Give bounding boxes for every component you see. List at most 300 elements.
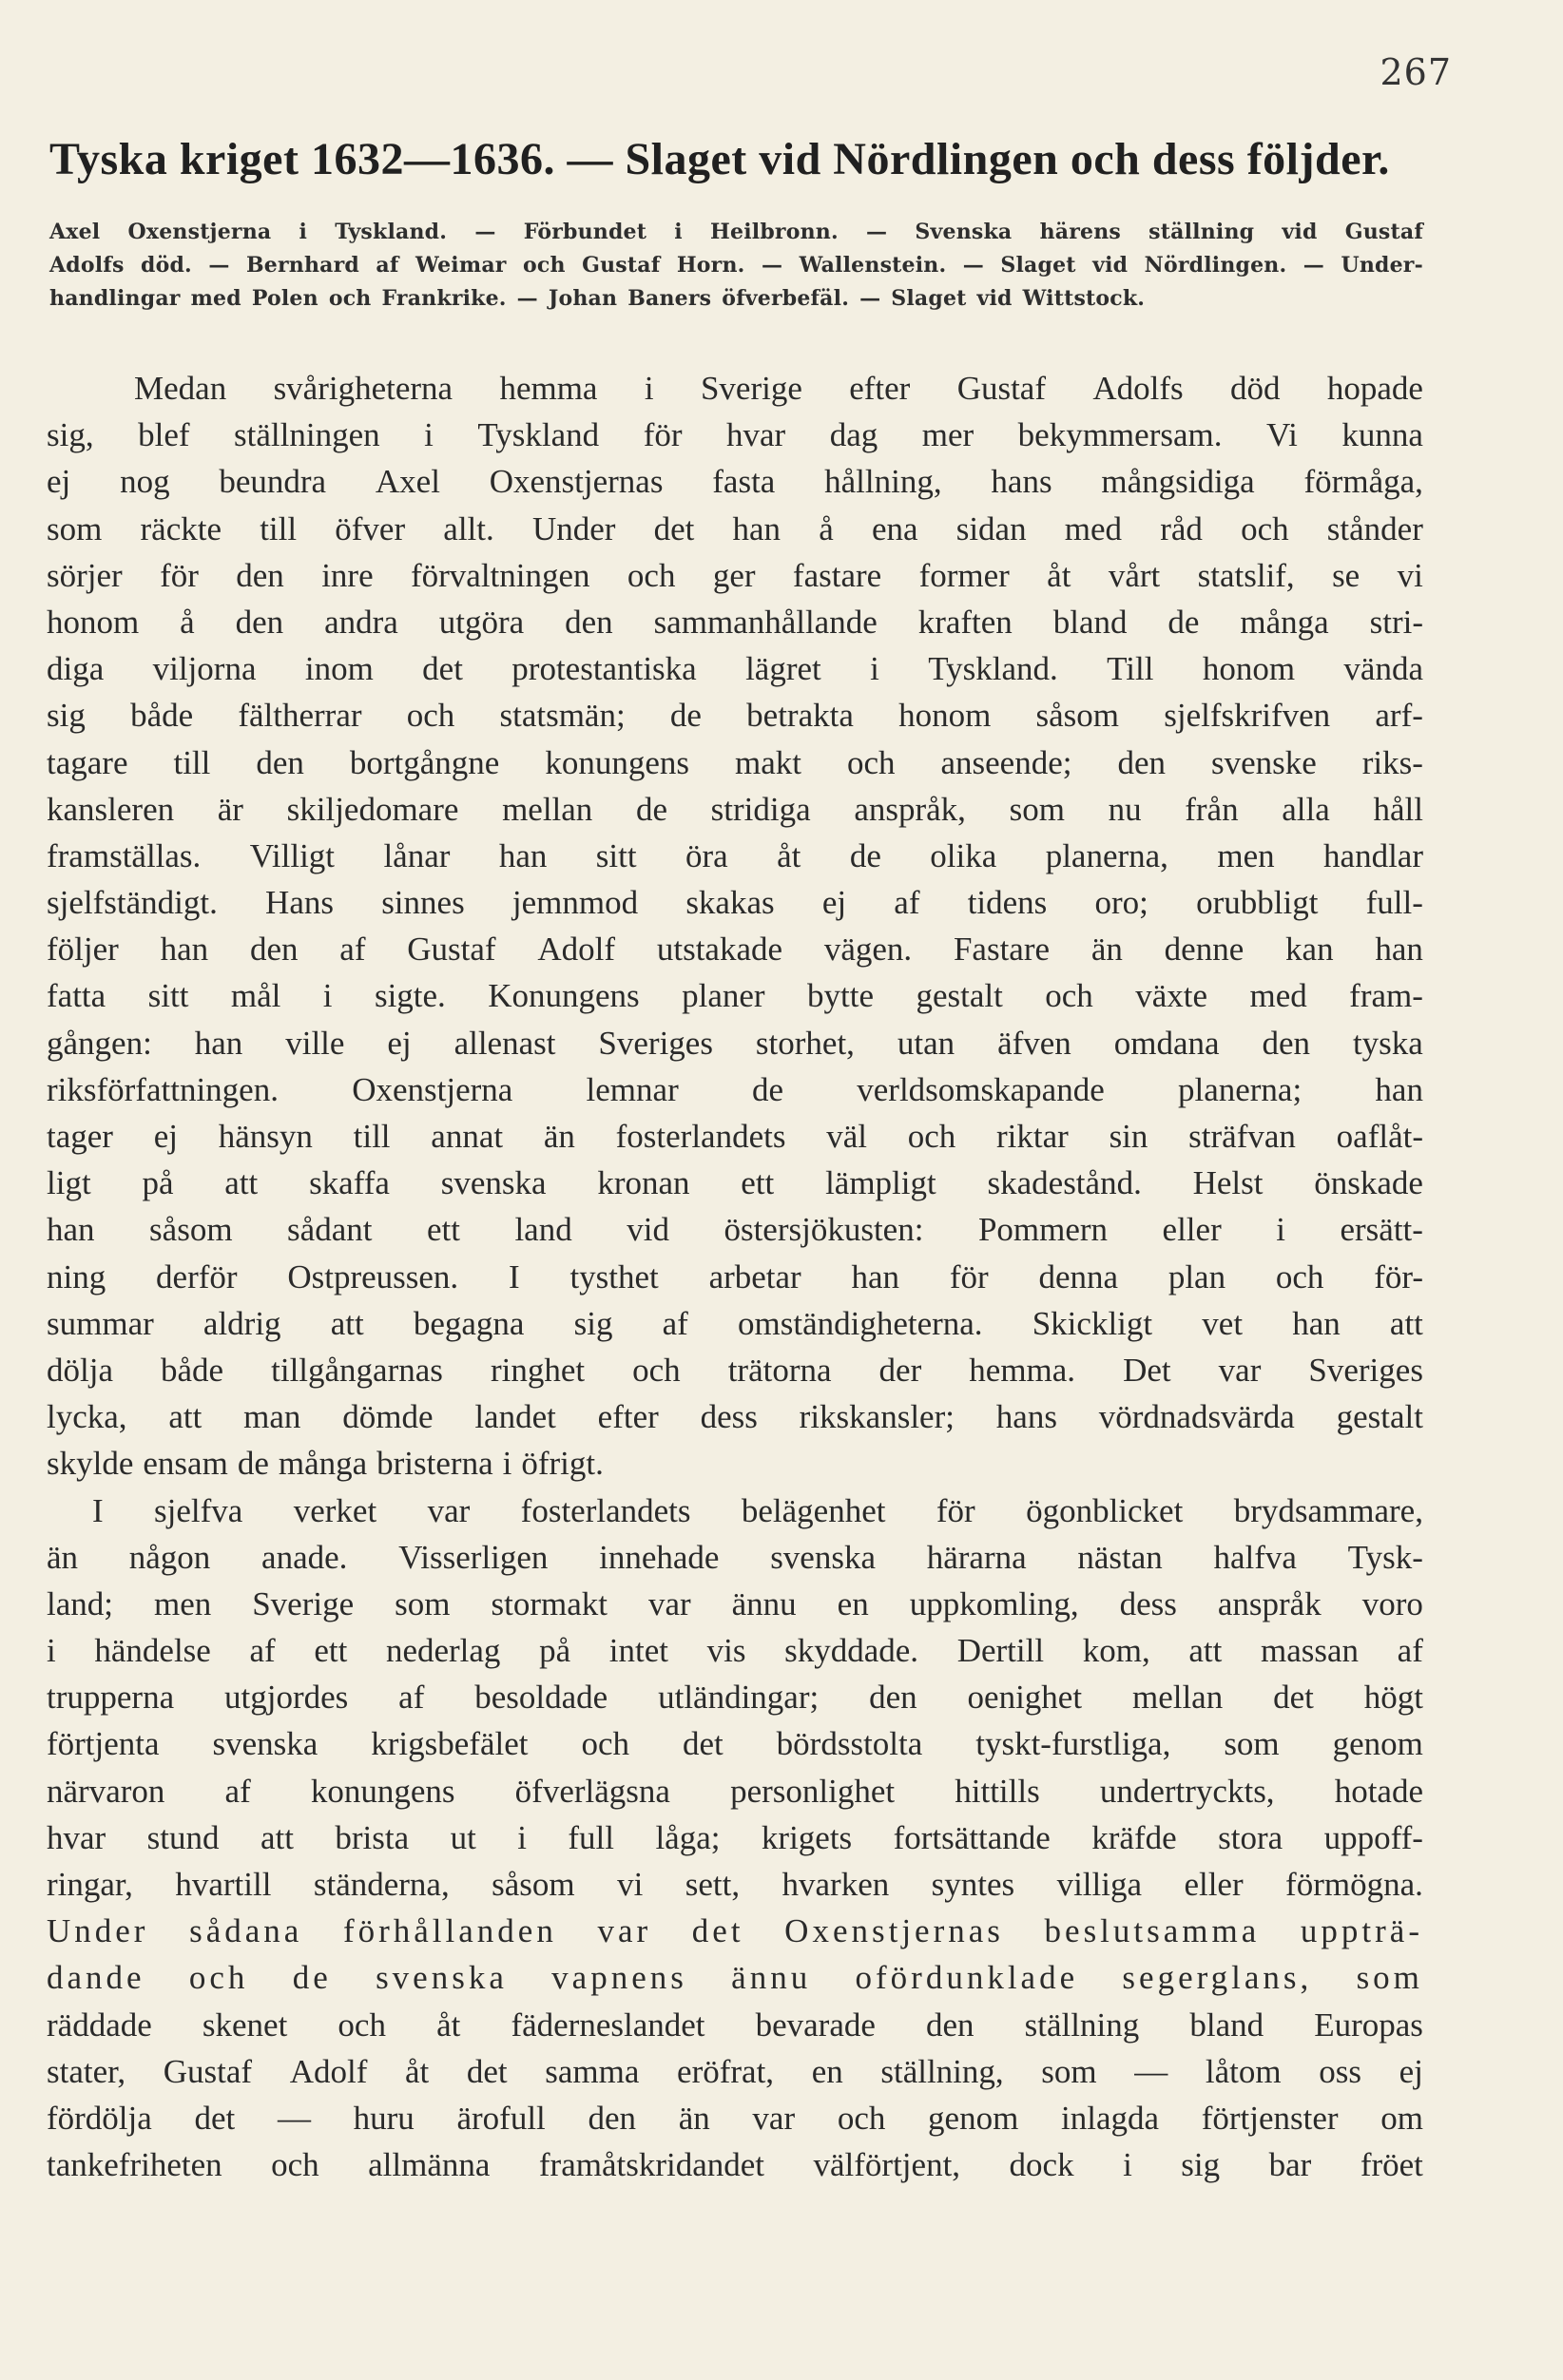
word: allmänna — [368, 2146, 491, 2184]
word: förhållanden — [342, 1912, 557, 1950]
word: hotade — [1334, 1772, 1423, 1810]
word: anspråk, — [854, 790, 966, 828]
word: han — [1292, 1304, 1341, 1342]
word: Axel — [375, 463, 440, 501]
word: svenska — [376, 1959, 508, 1997]
word: ett — [314, 1632, 348, 1670]
word: I — [92, 1491, 104, 1529]
word: välförtjent, — [813, 2146, 961, 2184]
word: efter — [597, 1398, 659, 1436]
word: han — [194, 1024, 243, 1062]
word: en — [811, 2052, 843, 2090]
word: många — [1240, 603, 1329, 641]
body-line — [47, 1674, 1423, 1720]
word: konungens — [545, 743, 689, 781]
word: nog — [120, 463, 170, 501]
word: östersjökusten: — [724, 1211, 924, 1249]
word: och — [907, 1118, 956, 1155]
word: härarna — [926, 1538, 1027, 1576]
synopsis-word: af — [376, 253, 399, 278]
synopsis-word: Slaget — [1000, 253, 1076, 278]
chapter-title: Tyska kriget 1632—1636. — Slaget vid Nördlingen och dess följder. — [49, 134, 1390, 184]
word: jemnmod — [511, 884, 639, 922]
word: den — [249, 931, 299, 969]
word: fatta — [47, 977, 106, 1015]
word: riksförfattningen. — [47, 1070, 279, 1108]
synopsis-word: — — [1302, 253, 1324, 278]
synopsis-word: öfverbefäl. — [722, 286, 850, 311]
word: förmögna. — [1285, 1866, 1423, 1903]
word: kan — [1285, 931, 1334, 969]
word: såsom — [149, 1211, 233, 1249]
word: bortgångne — [349, 743, 500, 781]
word: blef — [138, 416, 190, 454]
word: utan — [897, 1024, 955, 1062]
word: var — [752, 2099, 796, 2137]
word: från — [1185, 790, 1239, 828]
word: i — [322, 977, 333, 1015]
word: skadestånd. — [987, 1164, 1142, 1202]
word: och — [581, 1725, 629, 1763]
synopsis-word: Nördlingen. — [1144, 253, 1287, 278]
word: vi — [617, 1866, 644, 1903]
word: riktar — [996, 1118, 1069, 1155]
word: åt — [1047, 556, 1071, 594]
word: genom — [928, 2099, 1019, 2137]
word: planer — [682, 977, 765, 1015]
word: riks- — [1361, 743, 1423, 781]
word: honom — [898, 697, 992, 735]
body-line — [47, 1908, 1423, 1954]
body-line — [47, 972, 1423, 1019]
word: sinnes — [381, 884, 465, 922]
page-number: 267 — [1380, 51, 1452, 93]
word: som — [1009, 790, 1065, 828]
word: han — [47, 1211, 95, 1249]
word: annat — [431, 1118, 504, 1155]
word: det — [194, 2099, 236, 2137]
word: Sverige — [252, 1584, 355, 1622]
word: uppkomling, — [909, 1584, 1079, 1622]
word: — — [1134, 2052, 1168, 2090]
synopsis-word: — — [859, 286, 881, 311]
body-line — [47, 692, 1423, 739]
word: bevarade — [755, 2006, 876, 2044]
synopsis-word: — — [866, 220, 888, 244]
synopsis-word: — — [962, 253, 984, 278]
word: mellan — [502, 790, 593, 828]
word: honom — [1202, 650, 1296, 688]
word: de — [751, 1070, 784, 1108]
word: till — [260, 509, 298, 547]
synopsis-word: vid — [976, 286, 1013, 311]
word: den — [588, 2099, 636, 2137]
synopsis-word: Under- — [1341, 253, 1423, 278]
body-line — [47, 412, 1423, 458]
word: se — [1332, 556, 1360, 594]
word: ännu — [731, 1959, 812, 1997]
synopsis-word: — — [761, 253, 783, 278]
word: Skickligt — [1032, 1304, 1153, 1342]
word: skyddade. — [784, 1632, 919, 1670]
word: utgöra — [438, 603, 525, 641]
word: bristerna — [376, 1445, 493, 1483]
word: än — [47, 1538, 79, 1576]
word: tysthet — [569, 1257, 659, 1296]
word: och — [837, 2099, 886, 2137]
word: Ostpreussen. — [287, 1257, 459, 1296]
word: stånder — [1326, 509, 1423, 547]
synopsis-word: Axel — [49, 220, 101, 244]
word: sidan — [955, 509, 1027, 547]
word: anade. — [261, 1538, 348, 1576]
body-line — [47, 1954, 1423, 2001]
word: Tyskland. — [928, 650, 1058, 688]
word: hemma — [499, 370, 598, 407]
word: ersätt- — [1340, 1211, 1423, 1249]
word: tyskt-furstliga, — [975, 1725, 1171, 1763]
word: segerglans, — [1122, 1959, 1313, 1997]
word: öfrigt. — [521, 1445, 604, 1483]
word: Oxenstjernas — [784, 1912, 1004, 1950]
word: Medan — [134, 370, 227, 407]
word: mål — [230, 977, 281, 1015]
word: statsmän; — [499, 697, 626, 735]
word: konungens — [310, 1772, 455, 1810]
word: arbetar — [708, 1257, 801, 1296]
word: sådant — [287, 1211, 373, 1249]
word: i — [517, 1818, 527, 1856]
word: och — [338, 2006, 386, 2044]
synopsis-word: Weimar — [415, 253, 507, 278]
body-line — [47, 739, 1423, 786]
synopsis-word: Tyskland. — [335, 220, 448, 244]
word: Europas — [1314, 2006, 1423, 2044]
synopsis-word: — — [474, 220, 496, 244]
word: storhet, — [755, 1024, 855, 1062]
word: man — [243, 1398, 301, 1436]
word: att — [1389, 1304, 1423, 1342]
synopsis-word: — — [516, 286, 538, 311]
synopsis-word: Oxenstjerna — [127, 220, 272, 244]
word: den — [236, 556, 284, 594]
word: mer — [921, 416, 974, 454]
word: fäderneslandet — [511, 2006, 705, 2044]
word: hänsyn — [218, 1118, 313, 1155]
word: räckte — [140, 509, 222, 547]
synopsis-word: Slaget — [891, 286, 967, 311]
body-line — [47, 1300, 1423, 1347]
word: Hans — [265, 884, 334, 922]
word: utgjordes — [224, 1679, 349, 1717]
word: äfven — [997, 1024, 1071, 1062]
word: ville — [285, 1024, 345, 1062]
body-line — [47, 506, 1423, 552]
word: planerna; — [1177, 1070, 1302, 1108]
word: vi — [1397, 556, 1423, 594]
word: hvartill — [175, 1866, 272, 1903]
word: den — [1117, 743, 1166, 781]
word: sig — [573, 1304, 613, 1342]
word: svenske — [1210, 743, 1317, 781]
word: Adolfs — [1092, 370, 1184, 407]
synopsis-word: död. — [140, 253, 192, 278]
word: beslutsamma — [1044, 1912, 1261, 1950]
word: svenska — [212, 1725, 318, 1763]
word: sjelfskrifven — [1164, 697, 1331, 735]
word: Gustaf — [407, 931, 496, 969]
word: han — [1375, 931, 1423, 969]
word: var — [1218, 1351, 1262, 1389]
synopsis-word: och — [328, 286, 372, 311]
word: efter — [849, 370, 911, 407]
word: med — [1064, 509, 1123, 547]
word: kansleren — [47, 790, 175, 828]
word: både — [161, 1351, 224, 1389]
word: de — [292, 1959, 332, 1997]
synopsis-word: Förbundet — [523, 220, 647, 244]
word: halfva — [1213, 1538, 1297, 1576]
word: till — [173, 743, 211, 781]
body-line — [47, 926, 1423, 972]
word: Pommern — [977, 1211, 1109, 1249]
word: statslif, — [1197, 556, 1295, 594]
word: ena — [871, 509, 918, 547]
word: ning — [47, 1257, 106, 1296]
word: en — [837, 1584, 869, 1622]
word: än — [1090, 931, 1123, 969]
word: omdana — [1113, 1024, 1220, 1062]
word: sin — [1109, 1118, 1148, 1155]
synopsis-word: Bernhard — [245, 253, 359, 278]
word: Tyskland — [477, 416, 600, 454]
word: var — [597, 1912, 652, 1950]
word: den — [869, 1679, 917, 1717]
word: fastare — [792, 556, 882, 594]
word: stormakt — [491, 1584, 608, 1622]
word: död — [1230, 370, 1281, 407]
word: I — [508, 1257, 520, 1296]
word: förtjenta — [47, 1725, 160, 1763]
word: oenighet — [967, 1679, 1083, 1717]
word: fältherrar — [238, 697, 362, 735]
word: af — [249, 1632, 276, 1670]
word: Visserligen — [398, 1538, 549, 1576]
word: vända — [1343, 650, 1423, 688]
word: alla — [1282, 790, 1330, 828]
word: kronan — [597, 1164, 690, 1202]
word: uppoff- — [1323, 1818, 1423, 1856]
word: till — [353, 1118, 391, 1155]
synopsis-word: ställning — [1148, 220, 1255, 244]
word: dess — [1119, 1584, 1177, 1622]
word: Konungens — [488, 977, 640, 1015]
word: eller — [1184, 1866, 1244, 1903]
word: dag — [829, 416, 878, 454]
word: framåtskridandet — [538, 2146, 765, 2184]
word: de — [669, 697, 702, 735]
word: ställning — [1024, 2006, 1140, 2044]
word: personlighet — [730, 1772, 896, 1810]
word: uppträ- — [1300, 1912, 1423, 1950]
word: anspråk — [1217, 1584, 1322, 1622]
word: som — [1356, 1959, 1423, 1997]
word: af — [1397, 1632, 1423, 1670]
word: skaffa — [309, 1164, 390, 1202]
synopsis-word: Wittstock. — [1022, 286, 1146, 311]
word: Sveriges — [598, 1024, 713, 1062]
word: och — [627, 556, 676, 594]
synopsis-line — [49, 282, 1423, 316]
word: ännu — [731, 1584, 797, 1622]
word: de — [1167, 603, 1200, 641]
word: hvar — [47, 1818, 106, 1856]
word: vid — [627, 1211, 669, 1249]
word: i — [502, 1445, 512, 1483]
word: trätorna — [727, 1351, 832, 1389]
word: fortsättande — [893, 1818, 1051, 1856]
word: den — [256, 743, 304, 781]
body-line — [47, 1768, 1423, 1814]
word: förmåga, — [1303, 463, 1423, 501]
word: eröfrat, — [677, 2052, 775, 2090]
word: och — [632, 1351, 681, 1389]
word: stora — [1218, 1818, 1283, 1856]
word: skakas — [685, 884, 775, 922]
word: Till — [1107, 650, 1154, 688]
word: hvarken — [782, 1866, 890, 1903]
word: såsom — [1035, 697, 1120, 735]
word: i — [1276, 1211, 1285, 1249]
word: planerna, — [1045, 836, 1168, 874]
word: af — [894, 884, 920, 922]
body-line — [47, 1814, 1423, 1861]
synopsis-word: Baners — [627, 286, 712, 311]
word: i — [47, 1632, 56, 1670]
word: Sveriges — [1308, 1351, 1423, 1389]
word: och — [1275, 1257, 1324, 1296]
word: låga; — [655, 1818, 721, 1856]
word: som — [1224, 1725, 1280, 1763]
word: Dertill — [956, 1632, 1045, 1670]
word: brista — [335, 1818, 410, 1856]
word: beundra — [219, 463, 327, 501]
word: håll — [1373, 790, 1423, 828]
word: i — [870, 650, 879, 688]
word: krigets — [761, 1818, 853, 1856]
word: vis — [706, 1632, 746, 1670]
synopsis-word: och — [523, 253, 566, 278]
word: sitt — [147, 977, 189, 1015]
word: med — [1249, 977, 1307, 1015]
word: sitt — [595, 836, 637, 874]
word: begagna — [413, 1304, 525, 1342]
word: dande — [47, 1959, 145, 1997]
word: Vi — [1265, 416, 1298, 454]
word: makt — [734, 743, 801, 781]
word: besoldade — [474, 1679, 608, 1717]
word: sig, — [47, 416, 94, 454]
word: öfver — [335, 509, 406, 547]
synopsis-word: Polen — [251, 286, 318, 311]
body-line — [47, 1720, 1423, 1767]
word: bekymmersam. — [1017, 416, 1223, 454]
synopsis-word: Johan — [548, 286, 618, 311]
word: Under — [47, 1912, 149, 1950]
word: och — [406, 697, 455, 735]
word: Gustaf — [956, 370, 1046, 407]
word: der — [878, 1351, 922, 1389]
word: full- — [1365, 884, 1423, 922]
word: svenska — [770, 1538, 876, 1576]
word: former — [918, 556, 1010, 594]
word: och — [1241, 509, 1289, 547]
word: önskade — [1314, 1164, 1423, 1202]
word: utstakade — [656, 931, 783, 969]
word: kunna — [1341, 416, 1423, 454]
word: full — [568, 1818, 615, 1856]
word: de — [635, 790, 668, 828]
word: ej — [1399, 2052, 1423, 2090]
word: kraften — [917, 603, 1013, 641]
word: Under — [531, 509, 616, 547]
body-line — [47, 2095, 1423, 2141]
word: nu — [1108, 790, 1142, 828]
word: ställning, — [880, 2052, 1004, 2090]
word: ligt — [47, 1164, 91, 1202]
word: i — [424, 416, 434, 454]
word: ställningen — [234, 416, 380, 454]
word: å — [819, 509, 834, 547]
word: som — [1041, 2052, 1097, 2090]
word: gestalt — [916, 977, 1003, 1015]
word: eller — [1162, 1211, 1222, 1249]
word: diga — [47, 650, 105, 688]
word: många — [278, 1445, 368, 1483]
word: samma — [545, 2052, 640, 2090]
synopsis-word: vid — [1092, 253, 1129, 278]
body-line — [47, 2002, 1423, 2048]
word: den — [1262, 1024, 1311, 1062]
synopsis-word: vid — [1282, 220, 1318, 244]
word: han — [851, 1257, 900, 1296]
word: genom — [1332, 1725, 1423, 1763]
word: sig — [1181, 2146, 1221, 2184]
word: allenast — [453, 1024, 556, 1062]
body-line — [47, 833, 1423, 879]
word: gången: — [47, 1024, 152, 1062]
body-line — [47, 1113, 1423, 1160]
word: fosterlandets — [615, 1118, 786, 1155]
word: stridiga — [710, 790, 811, 828]
word: tillgångarnas — [271, 1351, 443, 1389]
word: honom — [47, 603, 140, 641]
word: det — [691, 1912, 744, 1950]
word: denna — [1038, 1257, 1119, 1296]
body-line — [47, 1861, 1423, 1908]
word: intet — [608, 1632, 668, 1670]
word: bar — [1268, 2146, 1312, 2184]
word: hopade — [1326, 370, 1423, 407]
word: verldsomskapande — [857, 1070, 1105, 1108]
word: det — [653, 509, 695, 547]
body-line — [47, 1393, 1423, 1440]
word: oss — [1319, 2052, 1361, 2090]
word: ej — [153, 1118, 178, 1155]
word: för — [160, 556, 199, 594]
word: öra — [685, 836, 728, 874]
word: protestantiska — [511, 650, 697, 688]
